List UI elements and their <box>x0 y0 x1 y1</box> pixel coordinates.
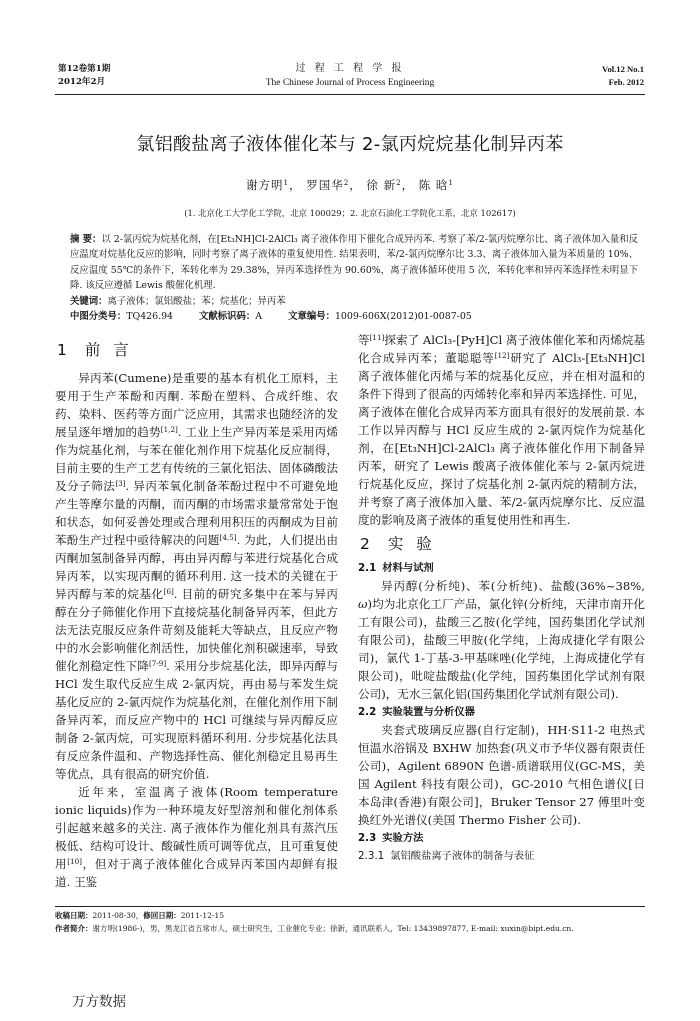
journal-name <box>150 62 550 90</box>
article-number: 1009-606X(2012)01-0087-05 <box>334 311 472 323</box>
italic-symbol: ω <box>358 597 368 611</box>
abstract-block <box>70 232 638 324</box>
text-run: )均为北京化工厂产品，氯化锌(分析纯，天津市南开化工有限公司)，盐酸三乙胺(化学纯，国药集团化学试剂有限公司)，盐酸三甲胺(化学纯，上海成捷化学有限公司)，氯代 1-丁基-3-甲基咪唑(化学纯，上海成捷化学有限公司)，吡啶盐酸盐(化学纯，国药集团化学试剂有限公司)，无水三氯化铝(国药集团化学试剂有限公司). <box>358 597 645 701</box>
received-dates <box>55 909 645 922</box>
clc-number: TQ426.94 <box>126 311 174 323</box>
subsection-title: 材料与试剂 <box>382 562 434 574</box>
superscript-ref: [6] <box>163 587 174 597</box>
text-run: 谢方明(1986-)，男，黑龙江省五常市人，硕士研究生，工业催化专业；徐新，通讯联系人，Tel: 13439897877, E-mail: xuxin@bipt.edu.cn. <box>92 924 574 933</box>
bold-label: 收稿日期： <box>55 911 93 920</box>
superscript-ref: [10] <box>67 857 82 867</box>
superscript-ref: [11] <box>369 333 385 343</box>
journal-issue-info <box>58 63 110 89</box>
section-heading-introduction <box>57 339 133 361</box>
subsubsection-number: 2.3.1 <box>358 850 385 862</box>
section-number: 2 <box>360 535 374 553</box>
intro-paragraph-continuation <box>358 331 645 529</box>
text-run: ， 徐 新 <box>349 178 397 192</box>
author-bio <box>55 922 645 935</box>
abstract-label: 摘 要： <box>70 234 102 245</box>
superscript-ref: [3] <box>115 479 126 489</box>
keywords-text: 离子液体；氯铝酸盐；苯；烷基化；异丙苯 <box>107 295 286 307</box>
text-run: . 采用分步烷基化法，即异丙醇与 HCl 发生取代反应生成 2-氯丙烷，再由易与苯发生烷基化反应的 2-氯丙烷作为烷基化剂，在催化剂作用下制备异丙苯，而反应产物中的 HCl 可继续与异丙醇反应制备 2-氯丙烷，可实现原料循环利用. 分步烷基化法具有反应条件温和、产物选择性高、催化剂稳定且易再生等优点，具有很高的研究价值. <box>55 659 338 781</box>
text-run: ，但对于离子液体催化合成异丙苯国内却鲜有报道. 王鉴 <box>55 857 338 889</box>
text-run: 等 <box>358 333 370 347</box>
section-heading-experiment <box>358 529 645 559</box>
section-number: 1 <box>57 341 71 359</box>
document-code: A <box>255 311 263 323</box>
left-column <box>55 369 338 891</box>
document-code-group <box>199 311 262 322</box>
right-column <box>358 331 645 865</box>
subsection-number: 2.1 <box>358 562 377 574</box>
author-list <box>100 177 600 193</box>
subsubsection-heading-preparation <box>358 847 645 865</box>
text-run: . 为此，人们提出由丙酮加氢制备异丙醇，再由异丙醇与苯进行烷基化合成异丙苯，以实现丙酮的循环利用. 这一技术的关键在于异丙醇与苯的烷基化 <box>55 533 338 601</box>
text-run: . 目前的研究多集中在苯与异丙醇在分子筛催化作用下直接烷基化制备异丙苯，但此方法无法克服反应条件苛刻及能耗大等缺点，且反应产物中的水会影响催化剂活性，加快催化剂积碳速率，导致催化剂稳定性下降 <box>55 587 338 673</box>
apparatus-paragraph <box>358 721 645 829</box>
superscript-ref: [7-9] <box>148 659 167 669</box>
subsection-number: 2.3 <box>358 832 377 844</box>
volume-issue-english: Vol.12 No.1 <box>602 64 644 74</box>
subsection-number: 2.2 <box>358 706 377 718</box>
text-run: 异丙苯(Cumene)是重要的基本有机化工原料，主要用于生产苯酚和丙酮. 苯酚在塑料、合成纤维、农药、染料、医药等方面广泛应用，其需求也随经济的发展呈逐年增加的趋势 <box>55 371 338 439</box>
section-title: 前 言 <box>84 341 133 359</box>
footnotes <box>55 909 645 935</box>
volume-issue: 第12卷第1期 <box>58 64 111 74</box>
article-number-label: 文章编号： <box>288 311 335 323</box>
clc-label: 中图分类号： <box>70 311 127 323</box>
database-watermark: 万方数据 <box>72 994 126 1010</box>
section-title: 实 验 <box>387 535 436 553</box>
intro-paragraph-2 <box>55 783 338 891</box>
subsection-heading-apparatus <box>358 703 645 721</box>
subsection-title: 实验装置与分析仪器 <box>382 706 475 718</box>
text-run: 异丙醇(分析纯)、苯(分析纯)、盐酸(36%~38%, <box>381 579 645 593</box>
classification-line <box>70 309 638 324</box>
superscript-ref: [1,2] <box>160 425 178 435</box>
document-code-label: 文献标识码： <box>199 311 256 323</box>
journal-issue-info-english <box>602 63 644 89</box>
publication-date: 2012年2月 <box>58 77 106 87</box>
text-run: 近年来，室温离子液体(Room temperature ionic liquids)作为一种环境友好型溶剂和催化剂体系引起越来越多的关注. 离子液体作为催化剂具有蒸汽压极低、结构可设计、酸碱性质可调等优点，且可重复使用 <box>55 785 338 871</box>
materials-paragraph <box>358 577 645 703</box>
text-run: ， 罗国华 <box>289 178 344 192</box>
bold-label: 作者简介： <box>55 924 93 933</box>
author-affiliations: (1. 北京化工大学化工学院，北京 100029；2. 北京石油化工学院化工系，北京 102617) <box>184 208 516 218</box>
superscript-ref: 1 <box>448 178 454 188</box>
text-run: 2011-08-30， <box>92 911 144 920</box>
journal-name-english: The Chinese Journal of Process Engineering <box>265 78 435 88</box>
superscript-ref: 2 <box>396 178 402 188</box>
journal-name-chinese: 过 程 工 程 学 报 <box>295 63 405 74</box>
intro-paragraph-1 <box>55 369 338 783</box>
paper-title: 氯铝酸盐离子液体催化苯与 2-氯丙烷烷基化制异丙苯 <box>136 134 564 155</box>
subsection-heading-materials <box>358 559 645 577</box>
keywords <box>70 294 638 309</box>
keywords-label: 关键词： <box>70 295 108 307</box>
text-run: ， 陈 晗 <box>401 178 449 192</box>
subsection-title: 实验方法 <box>382 832 424 844</box>
header-divider <box>55 94 645 95</box>
text-run: 谢方明 <box>246 178 284 192</box>
article-number-group <box>288 311 472 322</box>
text-run: . 工业上生产异丙苯是采用丙烯作为烷基化剂，与苯在催化剂作用下烷基化反应制得，目前主要的生产工艺有传统的三氯化铝法、固体磷酸法及分子筛法 <box>55 425 338 493</box>
publication-date-english: Feb. 2012 <box>608 77 644 87</box>
text-run: . 异丙苯氧化制备苯酚过程中不可避免地产生等摩尔量的丙酮，而丙酮的市场需求量常常处于饱和状态，如何妥善处理或合理利用积压的丙酮成为目前苯酚生产过程中亟待解决的问题 <box>55 479 338 547</box>
text-run: 研究了 AlCl₃-[Et₃NH]Cl 离子液体催化丙烯与苯的烷基化反应，并在相对温和的条件下得到了很高的丙烯转化率和异丙苯选择性. 可见，离子液体在催化合成异丙苯方面具有很好的发展前景. 本工作以异丙醇与 HCl 反应生成的 2-氯丙烷作为烷基化剂，在[Et₃NH]Cl-2AlCl₃ 离子液体催化作用下制备异丙苯，研究了 Lewis 酸离子液体催化苯与 2-氯丙烷进行烷基化反应，探讨了烷基化剂 2-氯丙烷的精制方法，并考察了离子液体加入量、苯/2-氯丙烷摩尔比、反应温度的影响及离子液体的重复使用性和再生. <box>358 351 645 527</box>
superscript-ref: 1 <box>283 178 290 188</box>
subsubsection-title: 氯铝酸盐离子液体的制备与表征 <box>390 850 535 862</box>
superscript-ref: [12] <box>494 351 510 361</box>
abstract-text: 以 2-氯丙烷为烷基化剂，在[Et₃NH]Cl-2AlCl₃ 离子液体作用下催化合成异丙苯. 考察了苯/2-氯丙烷摩尔比、离子液体加入量和反应温度对烷基化反应的影响，同时考察了离子液体的重复使用性. 结果表明，苯/2-氯丙烷摩尔比 3.3、离子液体加入量为苯质量的 10%、反应温度 55℃的条件下，苯转化率为 29.38%，异丙苯选择性为 90.60%，离子液体循环使用 5 次，苯转化率和异丙苯选择性未明显下降. 该反应遵循 Lewis 酸催化机理. <box>70 234 638 292</box>
text-run: 夹套式玻璃反应器(自行定制)，HH·S11-2 电热式恒温水浴锅及 BXHW 加热套(巩义市予华仪器有限责任公司)，Agilent 6890N 色谱-质谱联用仪(GC-MS，美国 Agilent 科技有限公司)，GC-2010 气相色谱仪[日本岛津(香港)有限公司]，Bruker Tensor 27 傅里叶变换红外光谱仪(美国 Thermo Fisher 公司). <box>358 723 645 827</box>
superscript-ref: [4,5] <box>219 533 237 543</box>
footnote-divider <box>55 906 645 907</box>
text-run: 探索了 AlCl₃-[PyH]Cl 离子液体催化苯和丙烯烷基化合成异丙苯；董聪聪等 <box>358 333 645 365</box>
subsection-heading-methods <box>358 829 645 847</box>
abstract <box>70 232 638 294</box>
bold-label: 修回日期： <box>143 911 181 920</box>
superscript-ref: 2 <box>343 178 350 188</box>
text-run: 2011-12-15 <box>180 911 224 920</box>
